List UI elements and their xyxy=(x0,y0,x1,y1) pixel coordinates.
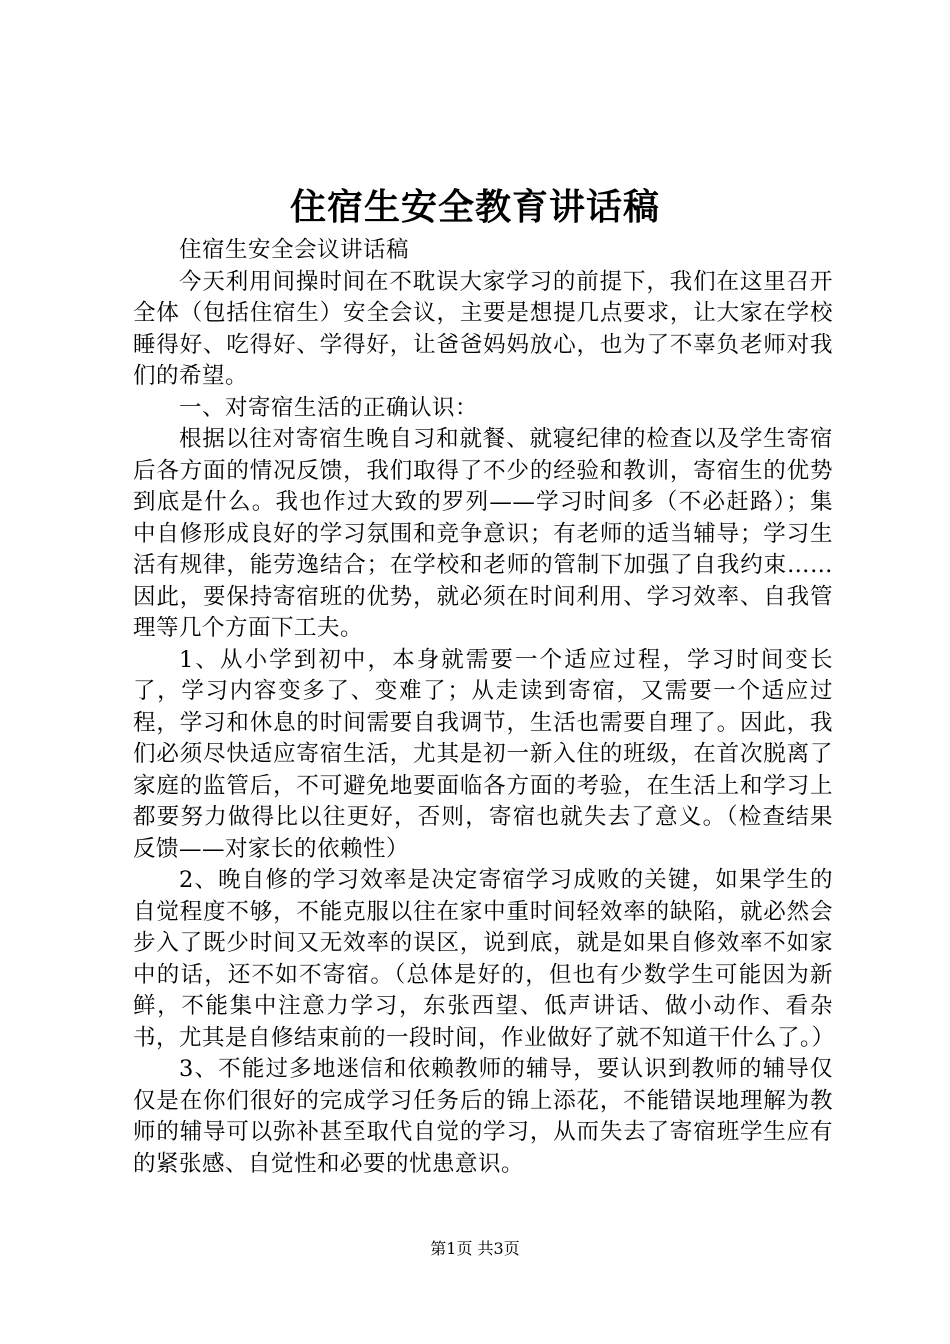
paragraph-intro: 今天利用间操时间在不耽误大家学习的前提下，我们在这里召开全体（包括住宿生）安全会议，主要是想提几点要求，让大家在学校睡得好、吃得好、学得好，让爸爸妈妈放心，也为了不辜负老师对我们的希望。 xyxy=(133,268,833,389)
paragraph-point-3: 3、不能过多地迷信和依赖教师的辅导，要认识到教师的辅导仅仅是在你们很好的完成学习任务后的锦上添花，不能错误地理解为教师的辅导可以弥补甚至取代自觉的学习，从而失去了寄宿班学生应有的紧张感、自觉性和必要的忧患意识。 xyxy=(133,1056,833,1177)
paragraph-point-2: 2、晚自修的学习效率是决定寄宿学习成败的关键，如果学生的自觉程度不够，不能克服以往在家中重时间轻效率的缺陷，就必然会步入了既少时间又无效率的误区，说到底，就是如果自修效率不如家中的话，还不如不寄宿。（总体是好的，但也有少数学生可能因为新鲜，不能集中注意力学习，东张西望、低声讲话、做小动作、看杂书，尤其是自修结束前的一段时间，作业做好了就不知道干什么了。） xyxy=(133,867,835,1051)
paragraph-advantages: 根据以往对寄宿生晚自习和就餐、就寝纪律的检查以及学生寄宿后各方面的情况反馈，我们取得了不少的经验和教训，寄宿生的优势到底是什么。我也作过大致的罗列——学习时间多（不必赶路）；集中自修形成良好的学习氛围和竞争意识；有老师的适当辅导；学习生活有规律，能劳逸结合；在学校和老师的管制下加强了自我约束……因此，要保持寄宿班的优势，就必须在时间利用、学习效率、自我管理等几个方面下工夫。 xyxy=(133,426,833,641)
paragraph-subtitle: 住宿生安全会议讲话稿 xyxy=(179,237,410,263)
paragraph-point-1: 1、从小学到初中，本身就需要一个适应过程，学习时间变长了，学习内容变多了、变难了；从走读到寄宿，又需要一个适应过程，学习和休息的时间需要自我调节，生活也需要自理了。因此，我们必须尽快适应寄宿生活，尤其是初一新入住的班级，在首次脱离了家庭的监管后，不可避免地要面临各方面的考验，在生活上和学习上都要努力做得比以往更好，否则，寄宿也就失去了意义。（检查结果反馈——对家长的依赖性） xyxy=(133,646,833,862)
page-number: 第1页 共3页 xyxy=(430,1239,520,1258)
document-title: 住宿生安全教育讲话稿 xyxy=(289,186,660,228)
section-heading: 一、对寄宿生活的正确认识： xyxy=(179,394,479,421)
document-body xyxy=(133,235,833,1180)
